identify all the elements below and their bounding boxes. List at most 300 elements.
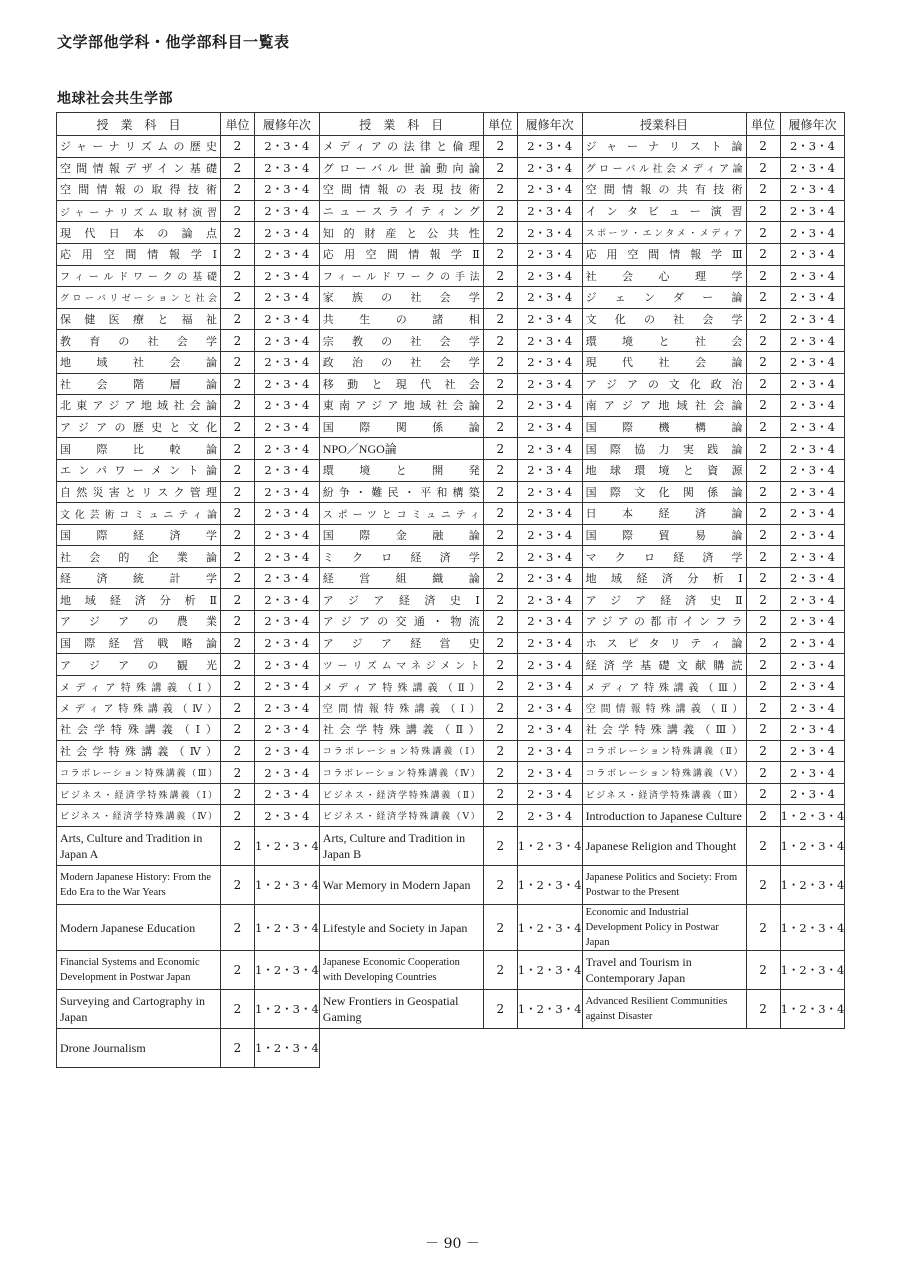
credit-units: 2	[483, 762, 517, 784]
course-years: 2・3・4	[255, 697, 320, 719]
course-years: 2・3・4	[780, 200, 845, 222]
course-years: 2・3・4	[255, 654, 320, 676]
credit-units: 2	[221, 243, 255, 265]
course-years: 1・2・3・4	[780, 827, 845, 866]
course-years: 1・2・3・4	[255, 1029, 320, 1068]
course-name: 空間情報特殊講義（Ⅰ）	[319, 697, 483, 719]
course-name: Modern Japanese History: From the Edo Era to the War Years	[57, 866, 221, 905]
credit-units: 2	[746, 990, 780, 1029]
course-years: 2・3・4	[255, 740, 320, 762]
course-years: 2・3・4	[517, 719, 582, 741]
course-years: 2・3・4	[517, 330, 582, 352]
course-years: 2・3・4	[255, 524, 320, 546]
course-years: 2・3・4	[780, 351, 845, 373]
course-name: 社会心理学	[582, 265, 746, 287]
credit-units: 2	[483, 200, 517, 222]
course-name: Drone Journalism	[57, 1029, 221, 1068]
course-years: 2・3・4	[255, 265, 320, 287]
credit-units: 2	[221, 1029, 255, 1068]
credit-units: 2	[746, 438, 780, 460]
course-years: 2・3・4	[780, 783, 845, 805]
credit-units: 2	[221, 157, 255, 179]
course-name: アジアの歴史と文化	[57, 416, 221, 438]
course-name: インタビュー演習	[582, 200, 746, 222]
table-row	[57, 905, 845, 951]
course-name: ジャーナリズム取材演習	[57, 200, 221, 222]
credit-units: 2	[221, 459, 255, 481]
course-name: 宗教の社会学	[319, 330, 483, 352]
course-years: 2・3・4	[255, 567, 320, 589]
course-years: 1・2・3・4	[255, 905, 320, 951]
credit-units: 2	[746, 157, 780, 179]
course-years: 2・3・4	[517, 697, 582, 719]
credit-units: 2	[746, 654, 780, 676]
course-name: グローバリゼーションと社会	[57, 287, 221, 309]
course-years: 2・3・4	[517, 783, 582, 805]
table-row	[57, 1029, 845, 1068]
credit-units: 2	[746, 805, 780, 827]
course-name: アジアの文化政治	[582, 373, 746, 395]
credit-units: 2	[221, 200, 255, 222]
course-years: 2・3・4	[517, 503, 582, 525]
credit-units: 2	[746, 546, 780, 568]
credit-units: 2	[746, 632, 780, 654]
table-row	[57, 654, 845, 676]
course-name: 応用空間情報学Ⅱ	[319, 243, 483, 265]
course-name: 応用空間情報学Ⅲ	[582, 243, 746, 265]
credit-units: 2	[746, 697, 780, 719]
table-row	[57, 567, 845, 589]
course-years: 2・3・4	[517, 762, 582, 784]
column-header: 履修年次	[255, 113, 320, 136]
table-row	[57, 265, 845, 287]
credit-units: 2	[221, 762, 255, 784]
course-years: 2・3・4	[255, 438, 320, 460]
course-years: 1・2・3・4	[517, 951, 582, 990]
credit-units: 2	[221, 740, 255, 762]
credit-units: 2	[221, 546, 255, 568]
table-row	[57, 783, 845, 805]
credit-units: 2	[483, 330, 517, 352]
credit-units: 2	[483, 395, 517, 417]
course-years: 2・3・4	[780, 524, 845, 546]
credit-units: 2	[746, 905, 780, 951]
course-years: 2・3・4	[780, 308, 845, 330]
course-name: 空間情報デザイン基礎	[57, 157, 221, 179]
course-name: アジアの交通・物流	[319, 611, 483, 633]
course-years: 2・3・4	[517, 373, 582, 395]
table-row	[57, 136, 845, 158]
credit-units: 2	[746, 222, 780, 244]
course-years: 2・3・4	[780, 287, 845, 309]
credit-units: 2	[221, 632, 255, 654]
course-name: ジャーナリズムの歴史	[57, 136, 221, 158]
page-title: 文学部他学科・他学部科目一覧表	[57, 33, 290, 51]
course-years: 2・3・4	[255, 481, 320, 503]
credit-units: 2	[221, 783, 255, 805]
course-years: 2・3・4	[517, 438, 582, 460]
course-name: コラボレーション特殊講義（Ⅴ）	[582, 762, 746, 784]
table-row	[57, 589, 845, 611]
credit-units: 2	[746, 395, 780, 417]
course-years: 2・3・4	[255, 589, 320, 611]
credit-units: 2	[221, 567, 255, 589]
course-years: 2・3・4	[255, 459, 320, 481]
credit-units: 2	[221, 373, 255, 395]
course-years: 2・3・4	[780, 373, 845, 395]
course-name: Japanese Economic Cooperation with Developing Countries	[319, 951, 483, 990]
credit-units: 2	[746, 589, 780, 611]
table-row	[57, 632, 845, 654]
course-name: 空間情報の表現技術	[319, 179, 483, 201]
course-years: 2・3・4	[780, 546, 845, 568]
course-years: 2・3・4	[255, 157, 320, 179]
credit-units: 2	[221, 805, 255, 827]
credit-units: 2	[483, 243, 517, 265]
course-name: メディアの法律と倫理	[319, 136, 483, 158]
course-years: 2・3・4	[255, 783, 320, 805]
course-name: 文化芸術コミュニティ論	[57, 503, 221, 525]
table-row	[57, 524, 845, 546]
course-years: 2・3・4	[255, 351, 320, 373]
course-years: 2・3・4	[255, 330, 320, 352]
course-years: 2・3・4	[255, 243, 320, 265]
course-name: War Memory in Modern Japan	[319, 866, 483, 905]
credit-units: 2	[746, 287, 780, 309]
course-years: 2・3・4	[517, 287, 582, 309]
course-name: Travel and Tourism in Contemporary Japan	[582, 951, 746, 990]
course-years: 2・3・4	[780, 136, 845, 158]
table-row	[57, 697, 845, 719]
course-years: 2・3・4	[255, 632, 320, 654]
credit-units: 2	[746, 308, 780, 330]
course-name: Lifestyle and Society in Japan	[319, 905, 483, 951]
course-name: 地域経済分析Ⅰ	[582, 567, 746, 589]
course-name: 教育の社会学	[57, 330, 221, 352]
course-years: 2・3・4	[517, 136, 582, 158]
course-name: 社会学特殊講義（Ⅱ）	[319, 719, 483, 741]
credit-units: 2	[221, 179, 255, 201]
credit-units: 2	[483, 697, 517, 719]
credit-units: 2	[746, 675, 780, 697]
credit-units: 2	[221, 866, 255, 905]
course-name: Advanced Resilient Communities against Disaster	[582, 990, 746, 1029]
course-name: 地域経済分析Ⅱ	[57, 589, 221, 611]
credit-units: 2	[483, 567, 517, 589]
credit-units: 2	[221, 990, 255, 1029]
credit-units: 2	[746, 524, 780, 546]
credit-units: 2	[483, 951, 517, 990]
course-name: ビジネス・経済学特殊講義（Ⅴ）	[319, 805, 483, 827]
course-name: 現代社会論	[582, 351, 746, 373]
credit-units: 2	[221, 719, 255, 741]
course-years: 2・3・4	[255, 200, 320, 222]
credit-units: 2	[483, 459, 517, 481]
credit-units: 2	[221, 611, 255, 633]
credit-units: 2	[221, 438, 255, 460]
course-name: New Frontiers in Geospatial Gaming	[319, 990, 483, 1029]
course-name: 社会学特殊講義（Ⅲ）	[582, 719, 746, 741]
course-name: ジェンダー論	[582, 287, 746, 309]
course-years: 2・3・4	[517, 459, 582, 481]
column-header: 単位	[483, 113, 517, 136]
course-name: 自然災害とリスク管理	[57, 481, 221, 503]
credit-units: 2	[483, 308, 517, 330]
credit-units: 2	[746, 416, 780, 438]
course-years: 2・3・4	[780, 265, 845, 287]
credit-units: 2	[221, 589, 255, 611]
course-name: 国際金融論	[319, 524, 483, 546]
credit-units: 2	[221, 654, 255, 676]
table-row	[57, 459, 845, 481]
table-row	[57, 351, 845, 373]
course-name: Introduction to Japanese Culture	[582, 805, 746, 827]
credit-units: 2	[483, 805, 517, 827]
course-years: 2・3・4	[517, 805, 582, 827]
course-years: 2・3・4	[780, 243, 845, 265]
credit-units: 2	[483, 157, 517, 179]
course-name: 地域社会論	[57, 351, 221, 373]
course-years: 2・3・4	[255, 395, 320, 417]
credit-units: 2	[483, 481, 517, 503]
table-row	[57, 611, 845, 633]
column-header: 単位	[221, 113, 255, 136]
credit-units: 2	[483, 827, 517, 866]
course-years: 2・3・4	[517, 546, 582, 568]
course-years: 2・3・4	[780, 503, 845, 525]
table-row	[57, 740, 845, 762]
table-row	[57, 200, 845, 222]
credit-units: 2	[483, 351, 517, 373]
course-name: 国際経済学	[57, 524, 221, 546]
table-row	[57, 438, 845, 460]
course-years: 1・2・3・4	[255, 951, 320, 990]
course-name: グローバル世論動向論	[319, 157, 483, 179]
credit-units: 2	[483, 990, 517, 1029]
course-years: 2・3・4	[255, 503, 320, 525]
course-name: 経済学基礎文献購読	[582, 654, 746, 676]
course-years: 2・3・4	[255, 179, 320, 201]
course-years: 2・3・4	[517, 179, 582, 201]
course-years: 2・3・4	[255, 308, 320, 330]
course-years: 2・3・4	[255, 611, 320, 633]
course-years: 2・3・4	[255, 675, 320, 697]
credit-units: 2	[746, 951, 780, 990]
course-name: 社会学特殊講義（Ⅰ）	[57, 719, 221, 741]
credit-units: 2	[746, 719, 780, 741]
course-years: 2・3・4	[517, 308, 582, 330]
table-row	[57, 675, 845, 697]
course-years: 2・3・4	[255, 762, 320, 784]
credit-units: 2	[221, 136, 255, 158]
course-years: 1・2・3・4	[780, 866, 845, 905]
course-years: 2・3・4	[255, 222, 320, 244]
course-years: 2・3・4	[780, 459, 845, 481]
credit-units: 2	[483, 783, 517, 805]
course-name: 国際関係論	[319, 416, 483, 438]
course-name: 共生の諸相	[319, 308, 483, 330]
course-name: マクロ経済学	[582, 546, 746, 568]
table-row	[57, 866, 845, 905]
course-years: 2・3・4	[780, 719, 845, 741]
credit-units: 2	[746, 179, 780, 201]
credit-units: 2	[221, 524, 255, 546]
course-name: コラボレーション特殊講義（Ⅱ）	[582, 740, 746, 762]
credit-units: 2	[483, 632, 517, 654]
course-years: 2・3・4	[780, 395, 845, 417]
course-years: 1・2・3・4	[780, 905, 845, 951]
course-name: ホスピタリティ論	[582, 632, 746, 654]
table-row	[57, 179, 845, 201]
column-header: 単位	[746, 113, 780, 136]
course-years: 1・2・3・4	[517, 990, 582, 1029]
table-row	[57, 805, 845, 827]
credit-units: 2	[221, 675, 255, 697]
course-name: 紛争・難民・平和構築	[319, 481, 483, 503]
credit-units: 2	[483, 675, 517, 697]
table-row	[57, 308, 845, 330]
course-years: 1・2・3・4	[255, 827, 320, 866]
page-number: － 90 －	[425, 1236, 480, 1252]
course-years: 2・3・4	[780, 740, 845, 762]
course-name: メディア特殊講義（Ⅱ）	[319, 675, 483, 697]
course-table	[56, 112, 845, 1068]
credit-units: 2	[746, 136, 780, 158]
column-header: 授 業 科 目	[319, 113, 483, 136]
credit-units: 2	[746, 243, 780, 265]
course-name: 経営組織論	[319, 567, 483, 589]
credit-units: 2	[746, 827, 780, 866]
course-name: メディア特殊講義（Ⅲ）	[582, 675, 746, 697]
course-years: 2・3・4	[780, 697, 845, 719]
credit-units: 2	[483, 373, 517, 395]
credit-units: 2	[746, 481, 780, 503]
course-years: 2・3・4	[780, 611, 845, 633]
course-years: 2・3・4	[780, 179, 845, 201]
course-name: アジアの観光	[57, 654, 221, 676]
course-name: 国際比較論	[57, 438, 221, 460]
course-years: 2・3・4	[255, 546, 320, 568]
table-row	[57, 546, 845, 568]
course-years: 2・3・4	[780, 330, 845, 352]
course-name: 経済統計学	[57, 567, 221, 589]
credit-units: 2	[746, 265, 780, 287]
course-years: 2・3・4	[517, 675, 582, 697]
credit-units: 2	[483, 654, 517, 676]
course-years: 2・3・4	[517, 654, 582, 676]
course-name: ジャーナリスト論	[582, 136, 746, 158]
course-name: ツーリズムマネジメント	[319, 654, 483, 676]
empty-cell	[319, 1029, 483, 1068]
table-row	[57, 222, 845, 244]
course-years: 2・3・4	[517, 265, 582, 287]
credit-units: 2	[746, 351, 780, 373]
course-name: ミクロ経済学	[319, 546, 483, 568]
course-years: 2・3・4	[780, 632, 845, 654]
course-years: 1・2・3・4	[517, 905, 582, 951]
course-name: アジア経済史Ⅱ	[582, 589, 746, 611]
course-name: エンパワーメント論	[57, 459, 221, 481]
credit-units: 2	[483, 589, 517, 611]
course-years: 2・3・4	[517, 632, 582, 654]
course-years: 2・3・4	[780, 567, 845, 589]
course-years: 2・3・4	[517, 740, 582, 762]
course-name: 知的財産と公共性	[319, 222, 483, 244]
course-name: ビジネス・経済学特殊講義（Ⅱ）	[319, 783, 483, 805]
empty-cell	[582, 1029, 746, 1068]
course-name: ビジネス・経済学特殊講義（Ⅰ）	[57, 783, 221, 805]
course-name: メディア特殊講義（Ⅳ）	[57, 697, 221, 719]
course-years: 2・3・4	[517, 611, 582, 633]
table-row	[57, 481, 845, 503]
course-years: 2・3・4	[517, 222, 582, 244]
course-years: 2・3・4	[255, 287, 320, 309]
course-name: 応用空間情報学Ⅰ	[57, 243, 221, 265]
credit-units: 2	[221, 503, 255, 525]
course-name: グローバル社会メディア論	[582, 157, 746, 179]
course-name: NPO／NGO論	[319, 438, 483, 460]
course-years: 2・3・4	[255, 416, 320, 438]
credit-units: 2	[483, 740, 517, 762]
credit-units: 2	[483, 611, 517, 633]
course-years: 1・2・3・4	[780, 990, 845, 1029]
credit-units: 2	[221, 395, 255, 417]
credit-units: 2	[483, 179, 517, 201]
course-years: 2・3・4	[517, 416, 582, 438]
column-header: 履修年次	[780, 113, 845, 136]
table-header-row	[57, 113, 845, 136]
course-name: スポーツとコミュニティ	[319, 503, 483, 525]
course-years: 2・3・4	[780, 654, 845, 676]
course-name: ニュースライティング	[319, 200, 483, 222]
course-name: 保健医療と福祉	[57, 308, 221, 330]
course-name: フィールドワークの基礎	[57, 265, 221, 287]
course-name: 南アジア地域社会論	[582, 395, 746, 417]
course-years: 2・3・4	[517, 395, 582, 417]
credit-units: 2	[483, 265, 517, 287]
course-years: 2・3・4	[780, 157, 845, 179]
column-header: 授業科目	[582, 113, 746, 136]
course-name: Japanese Religion and Thought	[582, 827, 746, 866]
course-years: 2・3・4	[780, 589, 845, 611]
course-name: 空間情報の共有技術	[582, 179, 746, 201]
course-name: コラボレーション特殊講義（Ⅳ）	[319, 762, 483, 784]
course-years: 1・2・3・4	[517, 866, 582, 905]
credit-units: 2	[221, 416, 255, 438]
course-name: 社会的企業論	[57, 546, 221, 568]
credit-units: 2	[221, 905, 255, 951]
table-row	[57, 373, 845, 395]
course-name: Arts, Culture and Tradition in Japan B	[319, 827, 483, 866]
credit-units: 2	[221, 222, 255, 244]
course-name: Japanese Politics and Society: From Postwar to the Present	[582, 866, 746, 905]
course-name: 空間情報特殊講義（Ⅱ）	[582, 697, 746, 719]
table-row	[57, 416, 845, 438]
credit-units: 2	[746, 611, 780, 633]
course-name: メディア特殊講義（Ⅰ）	[57, 675, 221, 697]
course-years: 1・2・3・4	[255, 990, 320, 1029]
credit-units: 2	[483, 416, 517, 438]
course-years: 2・3・4	[780, 762, 845, 784]
course-years: 2・3・4	[780, 481, 845, 503]
course-name: アジア経営史	[319, 632, 483, 654]
table-row	[57, 719, 845, 741]
course-name: 国際貿易論	[582, 524, 746, 546]
course-name: スポーツ・エンタメ・メディア	[582, 222, 746, 244]
credit-units: 2	[221, 481, 255, 503]
course-years: 2・3・4	[517, 481, 582, 503]
course-years: 2・3・4	[255, 136, 320, 158]
